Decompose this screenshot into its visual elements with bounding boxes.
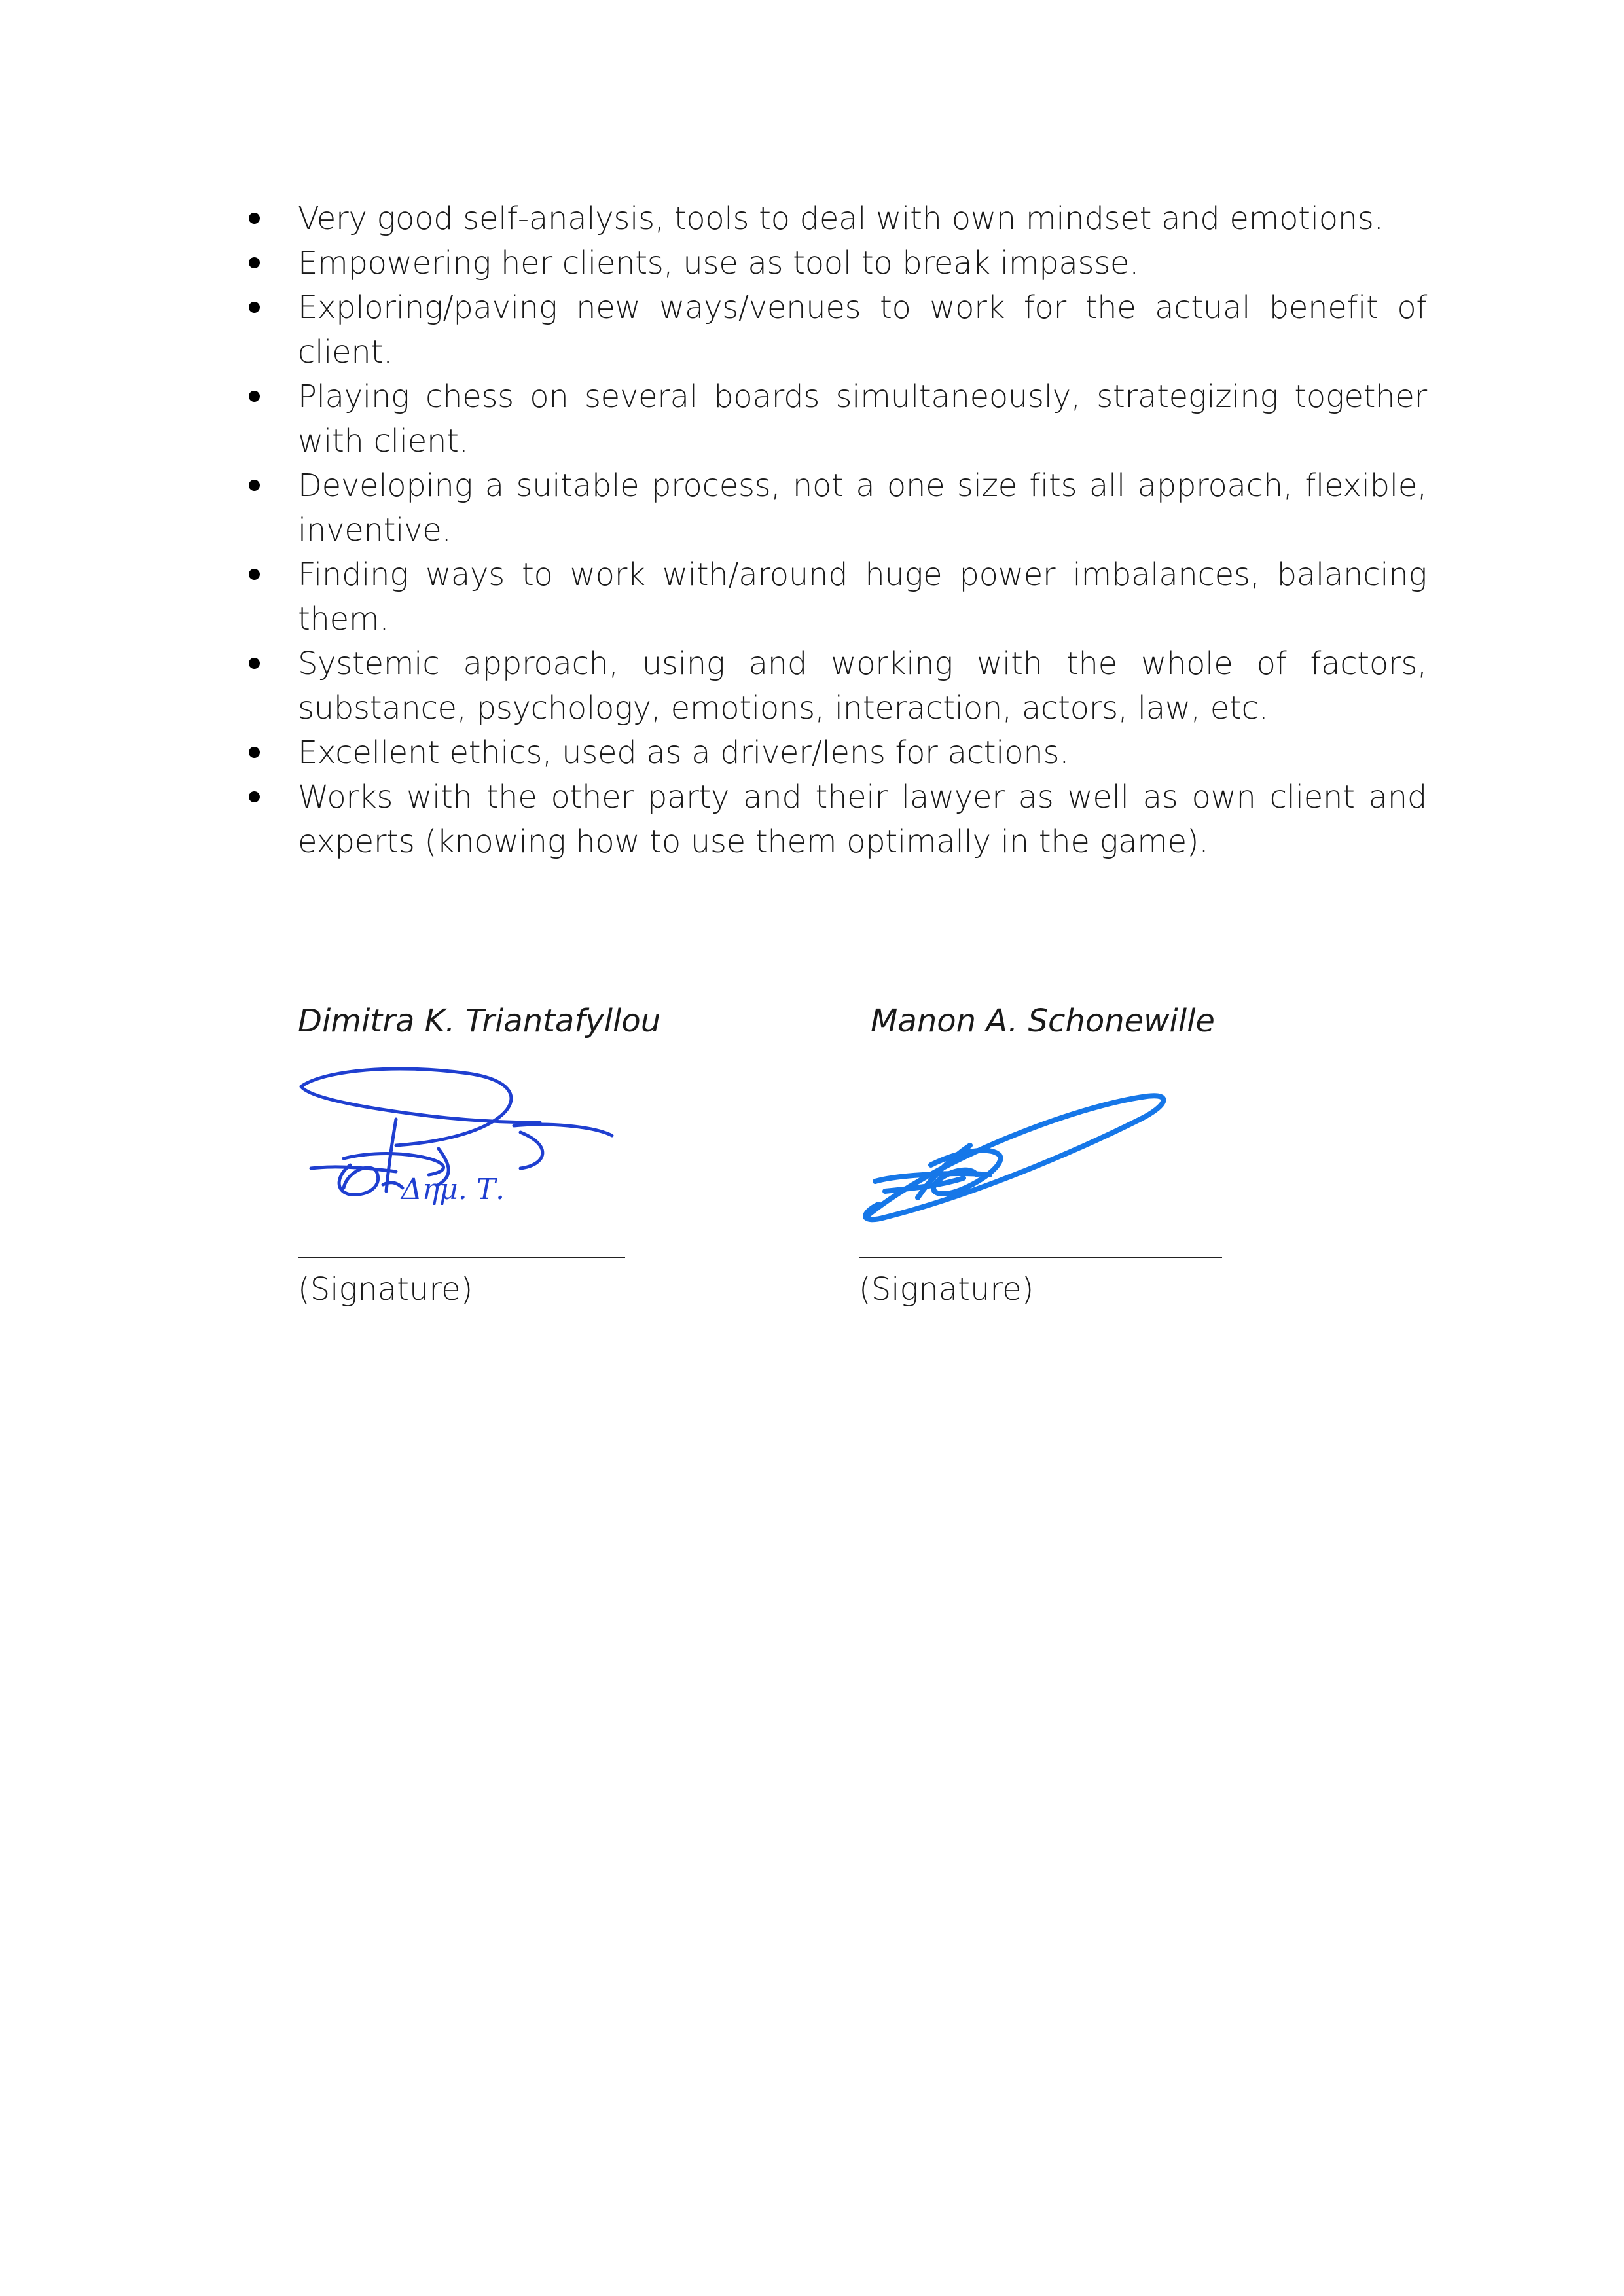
list-item-text: Empowering her clients, use as tool to break impasse. — [298, 245, 1140, 281]
list-item — [242, 241, 1427, 285]
list-item-text: Developing a suitable process, not a one size fits all approach, flexible, inventive. — [298, 467, 1427, 548]
bullet-icon — [249, 480, 260, 491]
bullet-icon — [249, 257, 260, 268]
list-item-text: Systemic approach, using and working with the whole of factors, substance, psychology, emotions, interaction, actors, law, etc. — [298, 645, 1427, 726]
list-item — [242, 285, 1427, 374]
list-item-text: Works with the other party and their lawyer as well as own client and experts (knowing how to use them optimally in the game). — [298, 779, 1427, 860]
list-item-text: Playing chess on several boards simultaneously, strategizing together with client. — [298, 378, 1427, 459]
bullet-icon — [249, 658, 260, 669]
list-item — [242, 775, 1427, 864]
list-item — [242, 552, 1427, 641]
signature-line — [298, 1257, 625, 1258]
handwritten-signature-schonewille — [859, 1060, 1225, 1250]
bullet-icon — [249, 391, 260, 402]
list-item-text: Exploring/paving new ways/venues to work for the actual benefit of client. — [298, 289, 1427, 370]
bullet-list — [242, 196, 1427, 864]
bullet-icon — [249, 569, 260, 580]
bullet-icon — [249, 747, 260, 758]
list-item — [242, 196, 1427, 241]
list-item-text: Finding ways to work with/around huge power imbalances, balancing them. — [298, 556, 1427, 637]
signature-handwriting: Δημ. Τ. — [401, 1173, 505, 1206]
bullet-icon — [249, 302, 260, 313]
list-item-text: Very good self-analysis, tools to deal with own mindset and emotions. — [298, 200, 1384, 237]
list-item — [242, 463, 1427, 552]
list-item — [242, 730, 1427, 775]
signature-block-schonewille — [859, 1001, 1265, 1308]
signature-caption: (Signature) — [298, 1271, 473, 1308]
signature-block-triantafyllou — [298, 1001, 704, 1308]
bullet-icon — [249, 791, 260, 802]
signer-name: Manon A. Schonewille — [871, 1003, 1215, 1039]
bullet-icon — [249, 213, 260, 224]
list-item-text: Excellent ethics, used as a driver/lens for actions. — [298, 734, 1070, 771]
signature-line — [859, 1257, 1222, 1258]
list-item — [242, 641, 1427, 730]
handwritten-signature-triantafyllou — [298, 1060, 638, 1250]
signature-caption: (Signature) — [859, 1271, 1034, 1308]
list-item — [242, 374, 1427, 463]
signer-name: Dimitra K. Triantafyllou — [298, 1003, 661, 1039]
